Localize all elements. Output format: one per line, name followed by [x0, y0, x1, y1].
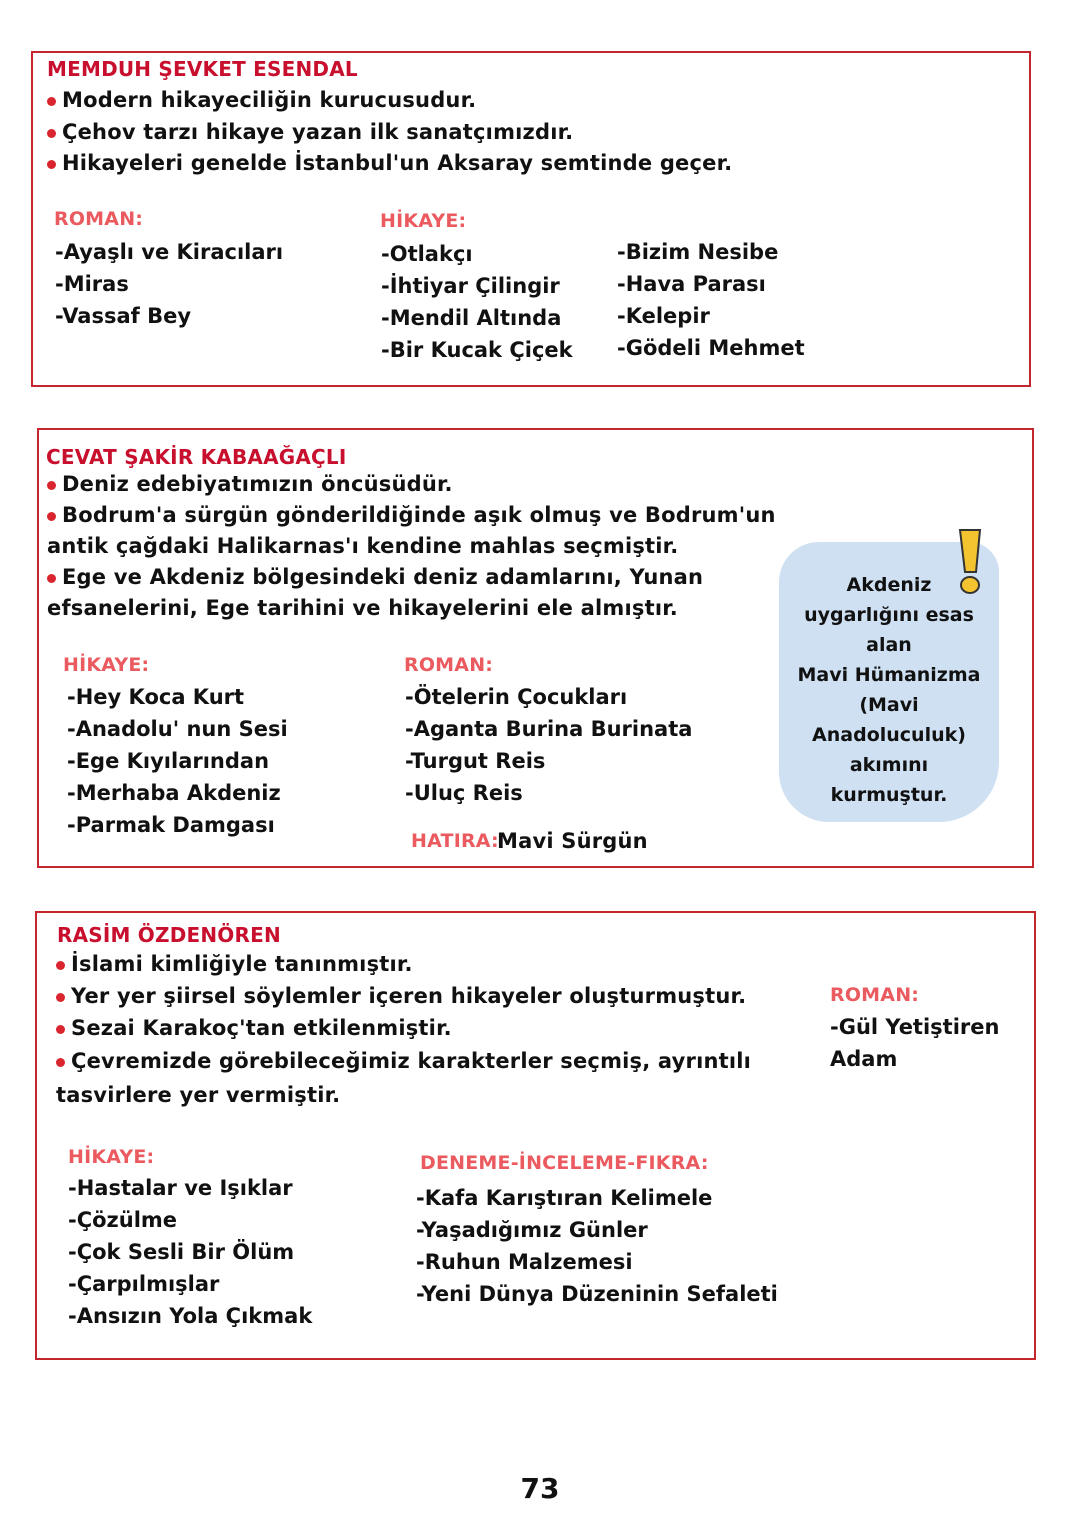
hatira-label: HATIRA:	[411, 830, 499, 852]
list-item: -Otlakçı	[381, 242, 473, 266]
roman-label: ROMAN:	[404, 654, 494, 676]
list-item: -Çarpılmışlar	[68, 1272, 220, 1296]
list-item: -Gül Yetiştiren	[830, 1015, 1000, 1039]
list-item: -Gödeli Mehmet	[617, 336, 805, 360]
hikaye-label: HİKAYE:	[68, 1146, 155, 1168]
bullet: Deniz edebiyatımızın öncüsüdür.	[47, 472, 453, 496]
hikaye-list-2	[617, 236, 805, 364]
list-item: -Ruhun Malzemesi	[416, 1250, 633, 1274]
section-title: MEMDUH ŞEVKET ESENDAL	[47, 57, 358, 81]
text-line: tasvirlere yer vermiştir.	[56, 1083, 341, 1107]
list-item: -Yaşadığımız Günler	[416, 1218, 648, 1242]
list-item: -Hey Koca Kurt	[67, 685, 245, 709]
roman-label: ROMAN:	[830, 984, 920, 1006]
list-item: -Ege Kıyılarından	[67, 749, 270, 773]
list-item: -Uluç Reis	[405, 781, 523, 805]
list-item: -Ayaşlı ve Kiracıları	[55, 240, 284, 264]
list-item: -Bir Kucak Çiçek	[381, 338, 573, 362]
list-item: -Parmak Damgası	[67, 813, 275, 837]
list-item: -Turgut Reis	[405, 749, 546, 773]
hikaye-list	[67, 681, 288, 841]
bullet: Hikayeleri genelde İstanbul'un Aksaray semtinde geçer.	[47, 151, 732, 175]
hikaye-list	[381, 238, 573, 366]
bullet: Yer yer şiirsel söylemler içeren hikayeler oluşturmuştur.	[56, 984, 746, 1008]
list-item: -Aganta Burina Burinata	[405, 717, 693, 741]
hikaye-label: HİKAYE:	[380, 210, 467, 232]
exclamation-icon	[956, 528, 984, 598]
list-item: -Hava Parası	[617, 272, 766, 296]
roman-list	[405, 681, 692, 809]
deneme-label: DENEME-İNCELEME-FIKRA:	[420, 1152, 709, 1174]
bullet: İslami kimliğiyle tanınmıştır.	[56, 952, 413, 976]
text-line: efsanelerini, Ege tarihini ve hikayelerini ele almıştır.	[47, 596, 678, 620]
list-item: -Bizim Nesibe	[617, 240, 779, 264]
list-item: -Hastalar ve Işıklar	[68, 1176, 293, 1200]
bullet: Sezai Karakoç'tan etkilenmiştir.	[56, 1016, 452, 1040]
section-title: CEVAT ŞAKİR KABAAĞAÇLI	[46, 445, 347, 469]
list-item: -Anadolu' nun Sesi	[67, 717, 288, 741]
roman-list	[830, 1011, 999, 1075]
roman-label: ROMAN:	[54, 208, 144, 230]
list-item: -Merhaba Akdeniz	[67, 781, 281, 805]
list-item: -Miras	[55, 272, 129, 296]
note-text: Akdeniz uygarlığını esas alan Mavi Hümanizma (Mavi Anadoluculuk) akımını kurmuştur.	[797, 574, 981, 806]
list-item: -Mendil Altında	[381, 306, 562, 330]
hatira-value: Mavi Sürgün	[497, 829, 648, 853]
list-item: -Çözülme	[68, 1208, 178, 1232]
bullet: Bodrum'a sürgün gönderildiğinde aşık olmuş ve Bodrum'un	[47, 503, 776, 527]
bullet: Ege ve Akdeniz bölgesindeki deniz adamlarını, Yunan	[47, 565, 703, 589]
list-item: -Yeni Dünya Düzeninin Sefaleti	[416, 1282, 778, 1306]
hikaye-list	[68, 1172, 312, 1332]
list-item: -İhtiyar Çilingir	[381, 274, 560, 298]
page-number: 73	[520, 1472, 560, 1505]
bullet: Modern hikayeciliğin kurucusudur.	[47, 88, 476, 112]
roman-list	[55, 236, 283, 332]
list-item: -Vassaf Bey	[55, 304, 192, 328]
section-title: RASİM ÖZDENÖREN	[57, 923, 281, 947]
bullet: Çehov tarzı hikaye yazan ilk sanatçımızdır.	[47, 120, 573, 144]
hikaye-label: HİKAYE:	[63, 654, 150, 676]
list-item: Adam	[830, 1047, 898, 1071]
bullet: Çevremizde görebileceğimiz karakterler seçmiş, ayrıntılı	[56, 1049, 751, 1073]
deneme-list	[416, 1182, 778, 1310]
list-item: -Ötelerin Çocukları	[405, 685, 628, 709]
list-item: -Kelepir	[617, 304, 710, 328]
list-item: -Çok Sesli Bir Ölüm	[68, 1240, 295, 1264]
list-item: -Ansızın Yola Çıkmak	[68, 1304, 313, 1328]
list-item: -Kafa Karıştıran Kelimele	[416, 1186, 713, 1210]
text-line: antik çağdaki Halikarnas'ı kendine mahlas seçmiştir.	[47, 534, 679, 558]
